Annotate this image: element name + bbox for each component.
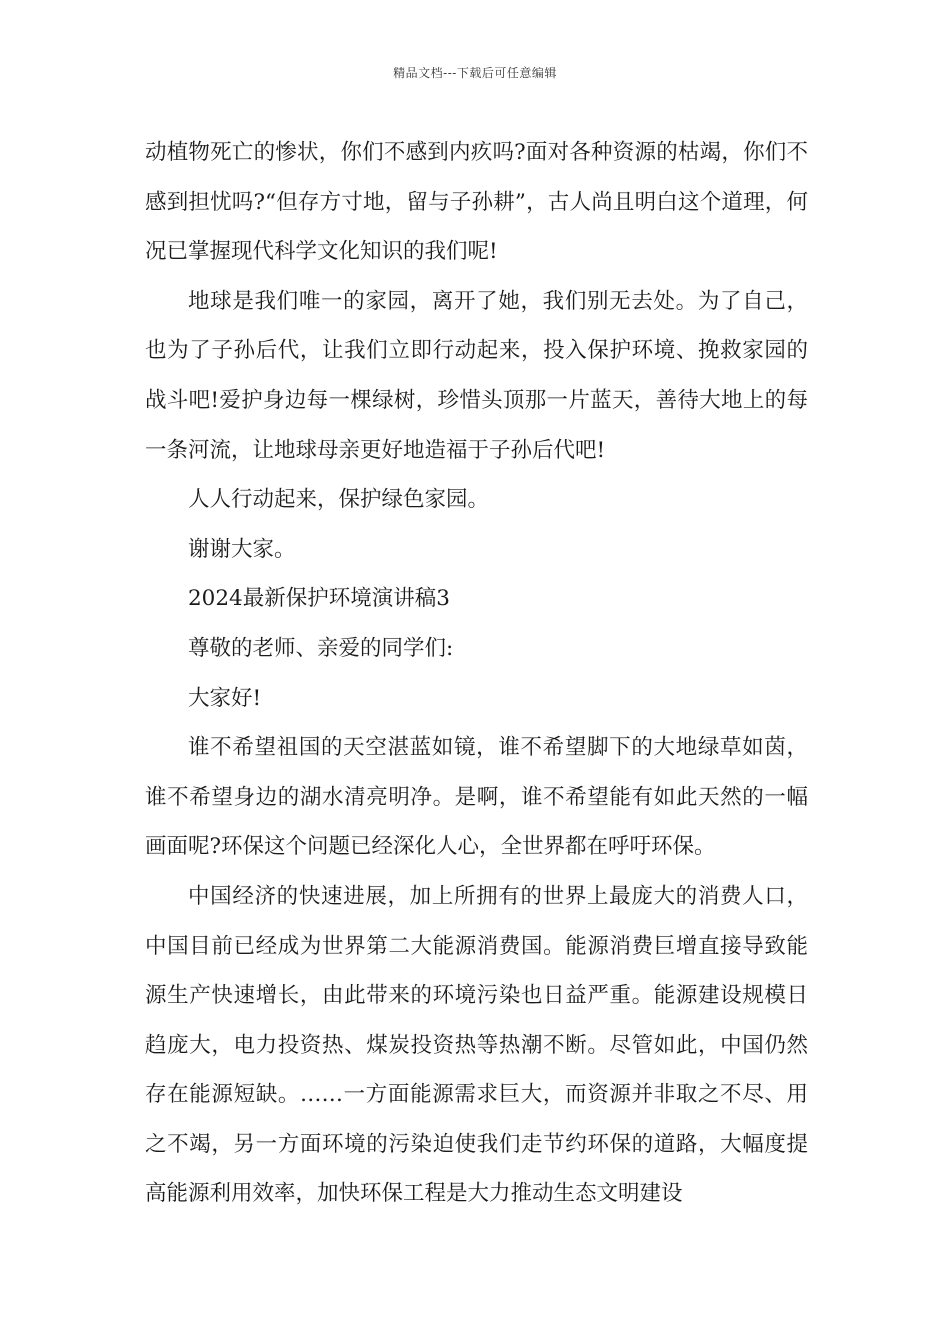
paragraph-thanks: 谢谢大家。 (188, 536, 296, 562)
greeting: 大家好! (188, 685, 262, 711)
paragraph-energy: 中国经济的快速进展，加上所拥有的世界上最庞大的消费人口，中国目前已经成为世界第二大能源消费国。能源消费巨增直接导致能源生产快速增长，由此带来的环境污染也日益严重。能源建设规模日趋庞大，电力投资热、煤炭投资热等热潮不断。尽管如此，中国仍然存在能源短缺。……一方面能源需求巨大，而资源并非取之不尽、用之不竭，另一方面环境的污染迫使我们走节约环保的道路，大幅度提高能源利用效率，加快环保工程是大力推动生态文明建设 (145, 883, 808, 1207)
document-body (145, 128, 808, 1219)
paragraph-earth-home: 地球是我们唯一的家园，离开了她，我们别无去处。为了自己，也为了子孙后代，让我们立即行动起来，投入保护环境、挽救家园的战斗吧!爱护身边每一棵绿树，珍惜头顶那一片蓝天，善待大地上的每一条河流，让地球母亲更好地造福于子孙后代吧! (145, 288, 808, 463)
salutation: 尊敬的老师、亲爱的同学们: (188, 635, 454, 661)
paragraph-call-to-action: 人人行动起来，保护绿色家园。 (188, 487, 490, 513)
paragraph-blue-sky: 谁不希望祖国的天空湛蓝如镜，谁不希望脚下的大地绿草如茵，谁不希望身边的湖水清亮明净。是啊，谁不希望能有如此天然的一幅画面呢?环保这个问题已经深化人心，全世界都在呼吁环保。 (145, 735, 808, 860)
page-header: 精品文档---下载后可任意编辑 (393, 66, 557, 80)
speech-title: 2024最新保护环境演讲稿3 (188, 586, 450, 612)
paragraph-continuation: 动植物死亡的惨状，你们不感到内疚吗?面对各种资源的枯竭，你们不感到担忧吗?“但存方寸地，留与子孙耕”，古人尚且明白这个道理，何况已掌握现代科学文化知识的我们呢! (145, 140, 808, 265)
